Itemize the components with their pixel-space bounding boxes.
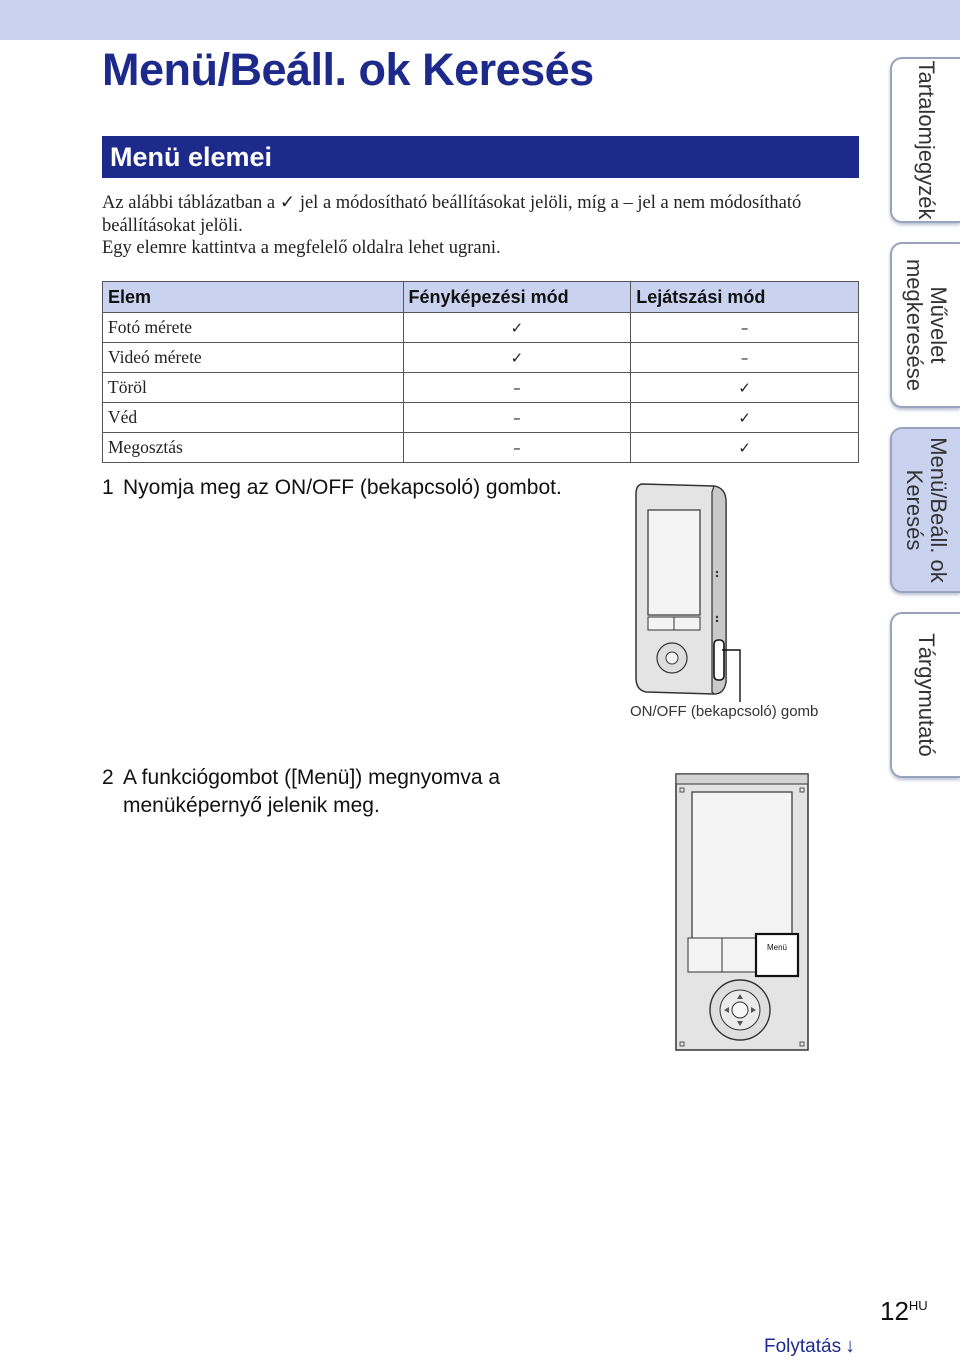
step-2 (102, 764, 500, 820)
photo-mode-mark: – (403, 433, 631, 463)
top-bar (0, 0, 960, 40)
column-header-item: Elem (103, 282, 404, 313)
intro-paragraph-2: Egy elemre kattintva a megfelelő oldalra lehet ugrani. (102, 238, 501, 258)
step-text-continued: menüképernyő jelenik meg. (123, 794, 380, 817)
continue-link[interactable] (764, 1335, 855, 1358)
side-tab-menu-settings-search[interactable] (890, 427, 960, 593)
page-number (880, 1296, 928, 1327)
intro-paragraph-1: Az alábbi táblázatban a ✓ jel a módosítható beállításokat jelöli, míg a – jel a nem módosítható beállításokat jelöli. (102, 193, 802, 236)
step-number: 1 (102, 476, 114, 499)
onoff-caption: ON/OFF (bekapcsoló) gomb (630, 703, 819, 720)
menu-button-label: Menü (766, 943, 788, 952)
table-row[interactable] (103, 373, 859, 403)
item-link[interactable]: Videó mérete (103, 343, 404, 373)
column-header-playback-mode: Lejátszási mód (631, 282, 859, 313)
side-tab-label (902, 437, 950, 583)
item-link[interactable]: Töröl (103, 373, 404, 403)
table-row[interactable] (103, 343, 859, 373)
table-row[interactable] (103, 433, 859, 463)
side-tab-table-of-contents[interactable] (890, 57, 960, 223)
table-row[interactable] (103, 313, 859, 343)
step-1 (102, 474, 562, 502)
page-language: HU (908, 1298, 928, 1313)
section-title: Menü elemei (102, 136, 859, 178)
menu-button-icon (756, 934, 798, 976)
item-link[interactable]: Megosztás (103, 433, 404, 463)
side-tab-label: Tárgymutató (914, 633, 939, 757)
side-tab-label-line2: megkeresése (902, 258, 927, 392)
side-tab-operation-search[interactable] (890, 242, 960, 408)
step-text: A funkciógombot ([Menü]) megnyomva a (123, 766, 501, 789)
table-row[interactable] (103, 403, 859, 433)
menu-items-table (102, 281, 859, 463)
playback-mode-mark: – (631, 313, 859, 343)
side-tab-label-line1: Művelet (926, 286, 951, 364)
table-header-row (103, 282, 859, 313)
page-title: Menü/Beáll. ok Keresés (102, 44, 594, 95)
item-link[interactable]: Véd (103, 403, 404, 433)
playback-mode-mark: – (631, 343, 859, 373)
photo-mode-mark: – (403, 373, 631, 403)
step-text: Nyomja meg az ON/OFF (bekapcsoló) gombot. (123, 476, 562, 499)
photo-mode-mark: – (403, 403, 631, 433)
down-arrow-icon: ↓ (845, 1335, 856, 1357)
side-tab-label (902, 259, 950, 391)
device-onoff-illustration (628, 480, 748, 702)
column-header-photo-mode: Fényképezési mód (403, 282, 631, 313)
playback-mode-mark: ✓ (631, 403, 859, 433)
step-number: 2 (102, 766, 114, 789)
photo-mode-mark: ✓ (403, 343, 631, 373)
onoff-button-icon (714, 640, 724, 680)
intro-text (102, 192, 842, 260)
page-number-value: 12 (880, 1296, 909, 1326)
photo-mode-mark: ✓ (403, 313, 631, 343)
item-link[interactable]: Fotó mérete (103, 313, 404, 343)
side-tab-index[interactable] (890, 612, 960, 778)
side-tab-label-line1: Menü/Beáll. ok (926, 437, 951, 583)
device-menu-illustration (668, 770, 816, 1054)
continue-label: Folytatás (764, 1336, 842, 1357)
side-tab-label: Tartalomjegyzék (914, 60, 939, 220)
playback-mode-mark: ✓ (631, 433, 859, 463)
playback-mode-mark: ✓ (631, 373, 859, 403)
side-tab-label-line2: Keresés (902, 469, 927, 551)
